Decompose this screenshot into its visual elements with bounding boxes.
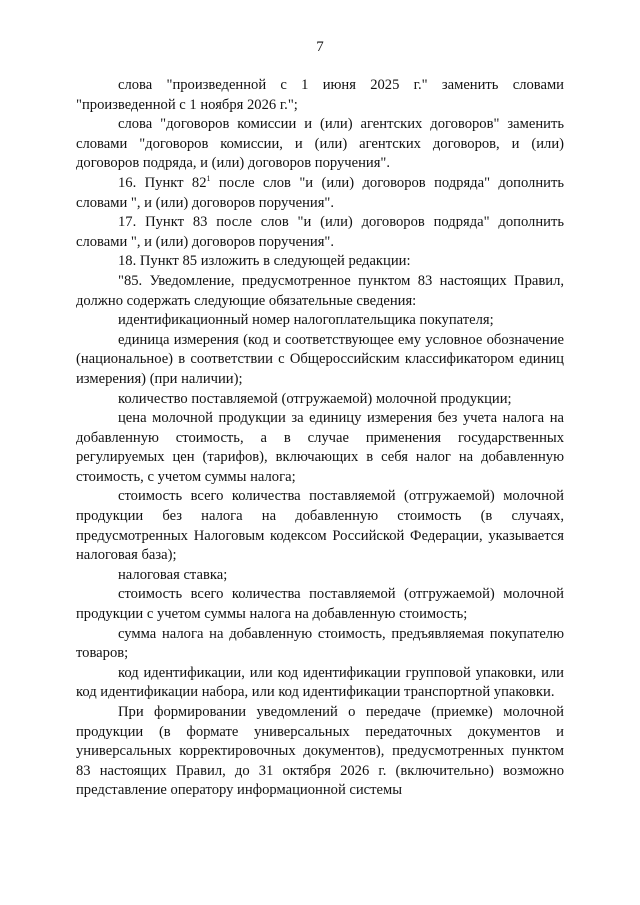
paragraph-identification-code: код идентификации, или код идентификации групповой упаковки, или код идентификации набора, или код идентификации транспортной упаковки. (76, 664, 564, 701)
paragraph-price: цена молочной продукции за единицу измерения без учета налога на добавленную стоимость, а в случае применения государственных регулируемых цен (тарифов), включающих в себя налог на добавленную стоимость, с учетом суммы налога; (76, 410, 564, 485)
superscript-one: 1 (206, 173, 211, 183)
paragraph-85-intro: "85. Уведомление, предусмотренное пунктом 83 настоящих Правил, должно содержать следующие обязательные сведения: (76, 272, 564, 309)
document-body (76, 76, 564, 801)
paragraph-item-16 (76, 174, 564, 213)
paragraph-1: слова "произведенной с 1 июня 2025 г." заменить словами "произведенной с 1 ноября 2026 г."; (76, 77, 564, 113)
paragraph-item-17: 17. Пункт 83 после слов "и (или) договоров подряда" дополнить словами ", и (или) договоров поручения". (76, 214, 564, 250)
paragraph-tax-rate: налоговая ставка; (118, 566, 228, 583)
paragraph-cost-without-tax: стоимость всего количества поставляемой (отгружаемой) молочной продукции без налога на добавленную стоимость (в случаях, предусмотренных Налоговым кодексом Российской Федерации, указывается налоговая база); (76, 488, 564, 564)
paragraph-quantity: количество поставляемой (отгружаемой) молочной продукции; (118, 390, 512, 407)
paragraph-item-18: 18. Пункт 85 изложить в следующей редакции: (118, 253, 411, 270)
item-16-after: после слов "и (или) договоров подряда" дополнить словами ", и (или) договоров поручения". (76, 174, 564, 211)
paragraph-cost-with-tax: стоимость всего количества поставляемой (отгружаемой) молочной продукции с учетом суммы налога на добавленную стоимость; (76, 586, 564, 623)
page-number: 7 (316, 39, 324, 55)
item-16-before: 16. Пункт 82 (118, 174, 207, 191)
paragraph-inn: идентификационный номер налогоплательщика покупателя; (118, 312, 494, 329)
paragraph-2: слова "договоров комиссии и (или) агентских договоров" заменить словами "договоров комиссии, и (или) агентских договоров, и (или) договоров подряда, и (или) договоров поручения". (76, 116, 564, 172)
paragraph-notification-forming: При формировании уведомлений о передаче (приемке) молочной продукции (в формате универсальных передаточных документов и универсальных корректировочных документов), предусмотренных пунктом 83 настоящих Правил, до 31 октября 2026 г. (включительно) возможно представление оператору информационной системы (76, 704, 564, 799)
paragraph-unit: единица измерения (код и соответствующее ему условное обозначение (национальное) в соответствии с Общероссийским классификатором единиц измерения) (при наличии); (76, 331, 564, 387)
paragraph-tax-amount: сумма налога на добавленную стоимость, предъявляемая покупателю товаров; (76, 625, 564, 662)
